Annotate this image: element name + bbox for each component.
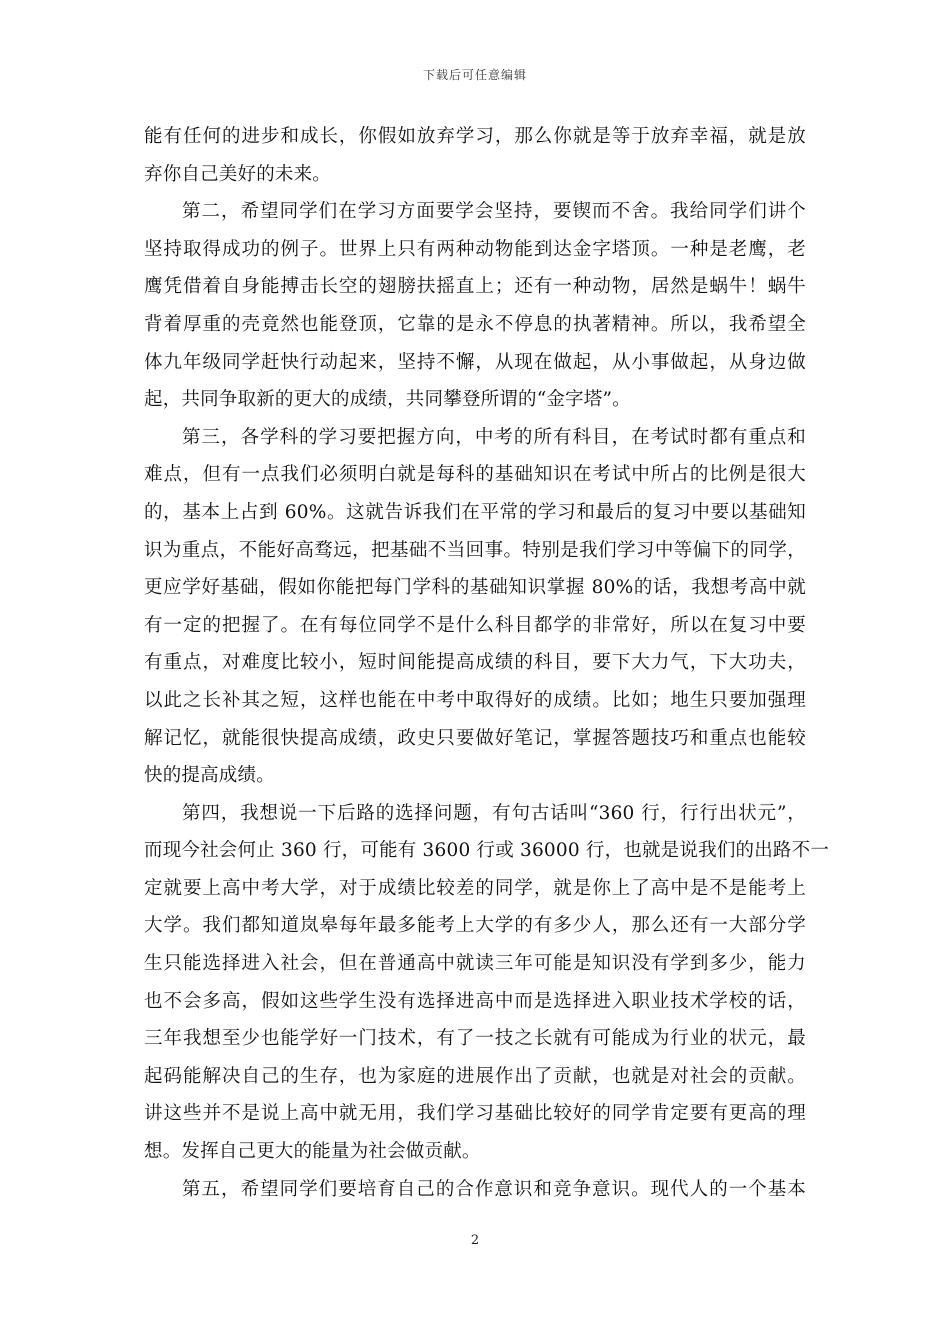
document-body	[144, 118, 830, 1208]
text-line: 识为重点，不能好高骛远，把基础不当回事。特别是我们学习中等偏下的同学，	[144, 539, 806, 561]
text-line: 第五，希望同学们要培育自己的合作意识和竞争意识。现代人的一个基本	[182, 1178, 806, 1200]
text-line: 坚持取得成功的例子。世界上只有两种动物能到达金字塔顶。一种是老鹰，老	[144, 238, 806, 260]
text-line: 第三，各学科的学习要把握方向，中考的所有科目，在考试时都有重点和	[182, 426, 806, 448]
text-line: 有一定的把握了。在有每位同学不是什么科目都学的非常好，所以在复习中要	[144, 614, 806, 636]
text-line: 生只能选择进入社会，但在普通高中就读三年可能是知识没有学到多少，能力	[144, 953, 806, 975]
text-line: 讲这些并不是说上高中就无用，我们学习基础比较好的同学肯定要有更高的理	[144, 1103, 806, 1125]
text-line: 也不会多高，假如这些学生没有选择进高中而是选择进入职业技术学校的话，	[144, 990, 806, 1012]
text-line: 快的提高成绩。	[144, 765, 275, 787]
text-line: 大学。我们都知道岚皋每年最多能考上大学的有多少人，那么还有一大部分学	[144, 915, 806, 937]
text-line: 更应学好基础，假如你能把每门学科的基础知识掌握 80%的话，我想考高中就	[144, 577, 806, 599]
text-line: 的，基本上占到 60%。这就告诉我们在平常的学习和最后的复习中要以基础知	[144, 501, 806, 523]
text-line: 弃你自己美好的未来。	[144, 163, 332, 185]
text-line: 起码能解决自己的生存，也为家庭的进展作出了贡献，也就是对社会的贡献。	[144, 1065, 806, 1087]
page-number: 2	[470, 1233, 480, 1248]
text-line: 有重点，对难度比较小，短时间能提高成绩的科目，要下大力气，下大功夫，	[144, 652, 806, 674]
text-line: 第二，希望同学们在学习方面要学会坚持，要锲而不舍。我给同学们讲个	[182, 201, 806, 223]
text-line: 第四，我想说一下后路的选择问题，有句古话叫“360 行，行行出状元”，	[182, 802, 806, 824]
text-line: 想。发挥自己更大的能量为社会做贡献。	[144, 1141, 481, 1163]
text-line: 起，共同争取新的更大的成绩，共同攀登所谓的“金字塔”。	[144, 389, 631, 411]
text-line: 鹰凭借着自身能搏击长空的翅膀扶摇直上；还有一种动物，居然是蜗牛！蜗牛	[144, 276, 806, 298]
text-line: 背着厚重的壳竟然也能登顶，它靠的是永不停息的执著精神。所以，我希望全	[144, 313, 806, 335]
text-line: 难点，但有一点我们必须明白就是每科的基础知识在考试中所占的比例是很大	[144, 464, 806, 486]
text-line: 而现今社会何止 360 行，可能有 3600 行或 36000 行，也就是说我们的出路不一	[144, 840, 830, 862]
text-line: 定就要上高中考大学，对于成绩比较差的同学，就是你上了高中是不是能考上	[144, 877, 806, 899]
text-line: 体九年级同学赶快行动起来，坚持不懈，从现在做起，从小事做起，从身边做	[144, 351, 806, 373]
text-line: 三年我想至少也能学好一门技术，有了一技之长就有可能成为行业的状元，最	[144, 1028, 806, 1050]
text-line: 解记忆，就能很快提高成绩，政史只要做好笔记，掌握答题技巧和重点也能较	[144, 727, 806, 749]
page-header: 下载后可任意编辑	[422, 68, 527, 82]
text-line: 能有任何的进步和成长，你假如放弃学习，那么你就是等于放弃幸福，就是放	[144, 126, 806, 147]
text-line: 以此之长补其之短，这样也能在中考中取得好的成绩。比如；地生只要加强理	[144, 689, 806, 711]
